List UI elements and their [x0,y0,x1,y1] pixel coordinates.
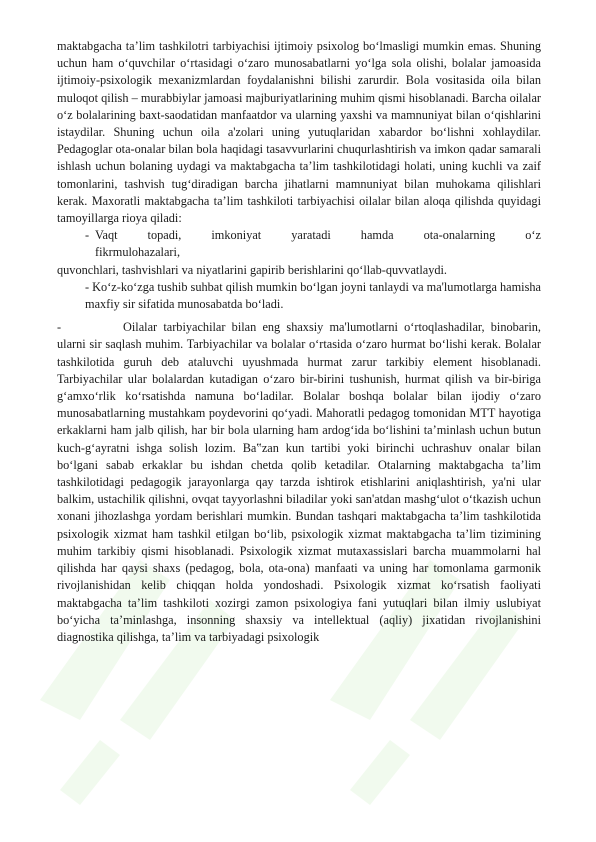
bullet-item-2: - Ko‘z-ko‘zga tushib suhbat qilish mumkin bo‘lgan joyni tanlaydi va ma'lumotlarga hamisha maxfiy sir sifatida munosabatda bo‘ladi. [85,279,541,312]
paragraph-intro: maktabgacha ta’lim tashkilotri tarbiyachisi ijtimoiy psixolog bo‘lmasligi mumkin emas. Shuning uchun ham o‘quvchilar o‘rtasidagi o‘zaro munosabatlarni yo‘lga sola olishi, bolalar jamoasida ijtimoiy-psixologik mexanizmlardan foydalanishni bilishi zarurdir. Bola vositasida oila bilan muloqot qilish – murabbiylar jamoasi majburiyatlarining muhim qismi hisoblanadi. Barcha oilalar o‘z bolalarining baxt-saodatidan manfaatdor va ularning yaxshi va mamnuniyat bilan o‘qishlarini istaydilar. Shuning uchun oila a'zolari uning yutuqlaridan xabardor bo‘lishni xohlaydilar. Pedagoglar ota-onalar bilan bola haqidagi tasavvurlarini chuqurlashtirish va imkon qadar samarali ishlash uchun bolaning uydagi va maktabgacha ta’lim tashkilotidagi holati, uning kuchli va zaif tomonlarini, tashvish tug‘diradigan barcha jihatlarni mamnuniyat bilan muhokama qilishlari kerak. Maxoratli maktabgacha ta’lim tashkiloti tarbiyachisi oilalar bilan aloqa qilishda quyidagi tamoyillarga rioya qiladi: [57,39,541,226]
bullet-item-1-line: Vaqt topadi, imkoniyat yaratadi hamda ota-onalarning o‘z [95,228,541,243]
paragraph-privacy-dash: - [57,320,62,335]
bullet-item-1-text [95,227,541,261]
bullet-item-1-sub: fikrmulohazalari, [95,245,181,260]
bullet-dash: - [85,228,90,243]
paragraph-privacy-text: Oilalar tarbiyachilar bilan eng shaxsiy ma'lumotlarni o‘rtoqlashadilar, binobarin, ularni sir saqlash muhim. Tarbiyachilar va bolalar o‘rtasida o‘zaro hurmat bo‘lishi kerak. Bolalar tashkilotida guruh deb ataluvchi uyushmada hurmat zarur tarkibiy element hisoblanadi. Tarbiyachilar ular bolalardan kutadigan o‘zaro bir-birini tushunish, hurmat qilish va bir-biriga g‘amxo‘rlik ko‘rsatishda namuna bo‘ladilar. Bolalar boshqa bolalar bilan ijodiy o‘zaro munosabatlarning mustahkam poydevorini qo‘yadi. Mahoratli pedagog tomonidan MTT hayotiga erkaklarni ham jalb qilish, har bir bola ularning ham ardog‘ida bo‘lishini ta’minlash uchun butun kuch-g‘ayratni ishga solish lozim. Ba‟zan kun tartibi yoki birinchi uchrashuv onalar bilan bo‘lgani sabab erkaklar bu ishdan chetda qolib ketadilar. Otalarning maktabgacha ta’lim tashkilotidagi pedagogik jarayonlarga qay tarzda ishtirok etishlarini aniqlashtirish, ya'ni ular balkim, ustachilik qilishni, ovqat tayyorlashni biladilar yoki san'atdan mashg‘ulot o‘tkazish uchun xonani jihozlashga yordam berishlari mumkin. Bundan tashqari maktabgacha ta’lim tashkilotida psixologik xizmat ham tashkil etilgan bo‘lib, psixologik xizmat maktabgacha ta’lim tizimining muhim tarkibiy qismi hisoblanadi. Psixologik xizmat mutaxassislari barcha muammolarni hal qilishda har qaysi shaxs (pedagog, bola, ota-ona) manfaati va uning har tomonlama garmonik rivojlanishidan kelib chiqqan holda yondoshadi. Psixologik xizmat ko‘rsatish faoliyati maktabgacha ta’lim tashkiloti xozirgi zamon psixologiya fani yutuqlari bilan ilmiy uslubiyat bo‘yicha ta’minlashga, insonning shaxsiy va intellektual (aqliy) jixatidan rivojlanishini diagnostika qilishga, ta’lim va tarbiyadagi psixologik [57,320,541,644]
bullet-item-1 [57,227,541,261]
document-page [57,38,541,646]
paragraph-privacy [57,319,541,646]
bullet-item-1-continuation: quvonchlari, tashvishlari va niyatlarini gapirib berishlarini qo‘llab-quvvatlaydi. [57,262,447,277]
